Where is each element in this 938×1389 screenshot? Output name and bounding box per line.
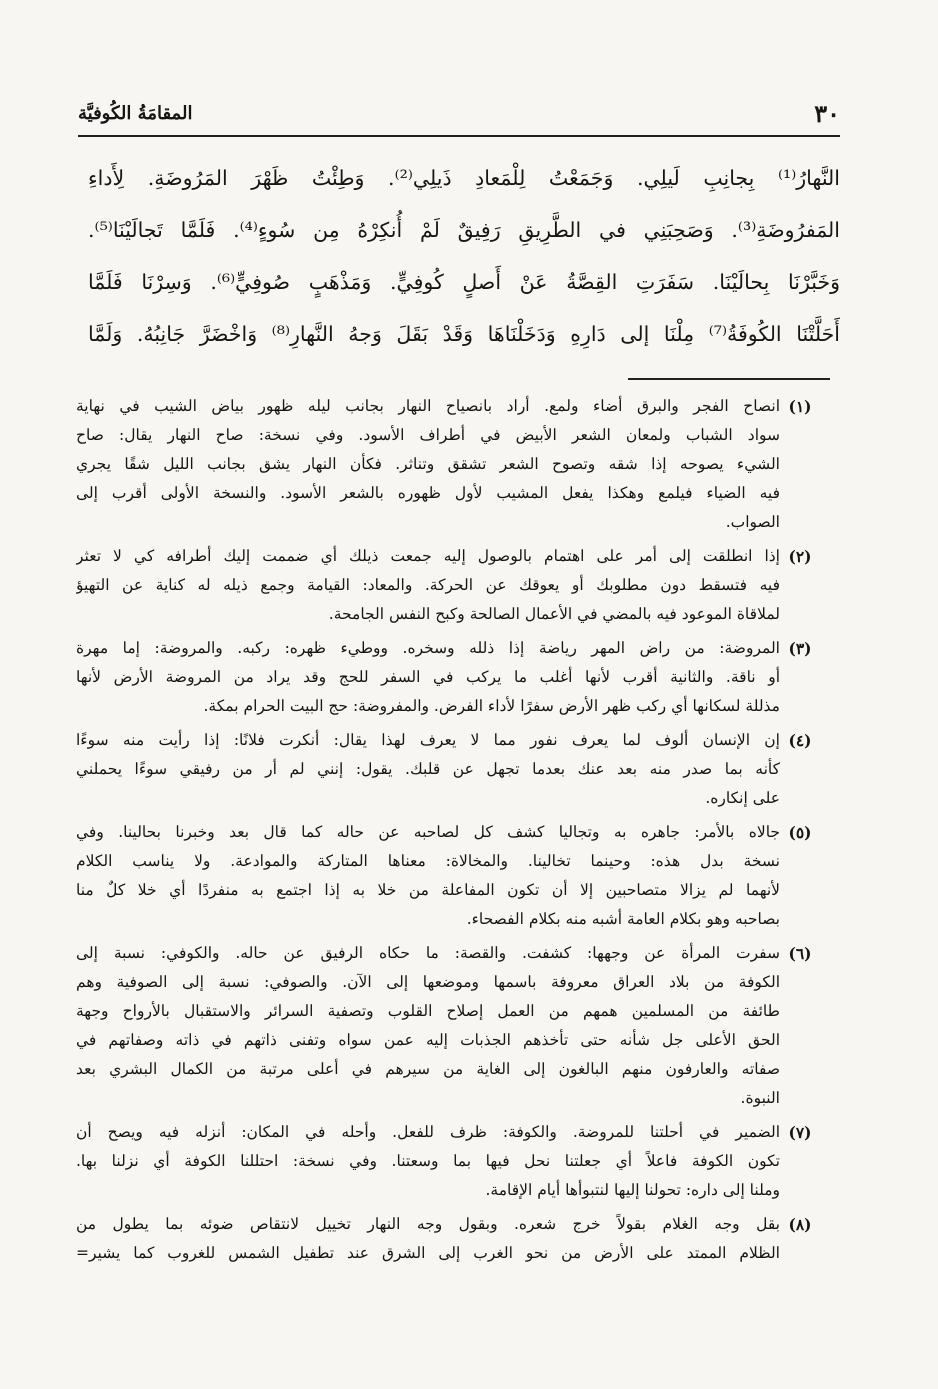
footnote-number: (٨)	[788, 1215, 812, 1234]
footnote-line: أو ناقة. والثانية أقرب لأنها أغلب ما يركب في السفر للحج وقد يراد من المروضة الأرض لأنها	[76, 668, 780, 686]
main-text	[88, 152, 840, 360]
footnote-number: (٦)	[788, 944, 812, 963]
footnote-line: على إنكاره.	[705, 789, 780, 807]
footnote-line: لأنهما لم يزالا متصاحبين إلا أن تكون المفاعلة من خلا به إذا اجتمع به منفردًا أي خلا كلٌ منا	[76, 881, 780, 899]
running-title: المقامَةُ الكُوفيَّة	[78, 102, 193, 124]
main-text-line: وَخَبَّرْنَا بِحالَيْنَا. سَفَرَتِ القِصَّةُ عَنْ أَصلٍ كُوفِيٍّ. وَمَذْهَبٍ صُوفِيٍّ⁽⁶⁾. وَسِرْنَا فَلَمَّا	[88, 270, 840, 294]
footnote	[76, 542, 820, 629]
footnote-number: (٣)	[788, 639, 812, 658]
footnote-line: الكوفة من بلاد العراق معروفة باسمها وموضعها إلى الآن. والصوفي: نسبة إلى الصوفية وهم	[76, 973, 780, 991]
footnote-line: بقل وجه الغلام بقولاً خرج شعره. وبقول وجه النهار تخييل لانتقاص ضوئه بما يطول من	[76, 1215, 780, 1233]
footnote	[76, 1118, 820, 1205]
footnote	[76, 392, 820, 537]
footnote-line: المروضة: من راض المهر رياضة إذا ذلله وسخره. ووطيء ظهره: ركبه. والمروضة: إما مهرة	[76, 639, 780, 657]
footnote-line: كأنه بما صدر منه بعد عنك بعدما تجهل عن قلبك. يقول: إنني لم أر من رفيقي سوءًا يحملني	[76, 760, 780, 778]
footnote-number: (١)	[788, 397, 812, 416]
footnote-line: فيه الضياء فيلمع وهكذا يفعل المشيب لأول ظهوره بالشعر الأسود. والنسخة الأولى أقرب إلى	[76, 484, 780, 502]
footnotes	[76, 392, 820, 1268]
footnote-line: النبوة.	[740, 1089, 780, 1107]
footnote-line: تكون الكوفة فاعلاً أي جعلتنا نحل فيها بما وسعتنا. وفي نسخة: احتللنا الكوفة أي نزلنا بها.	[76, 1152, 780, 1170]
footnote-line: إن الإنسان ألوف لما يعرف نفور مما لا يعرف لهذا يقال: أنكرت فلانًا: إذا رأيت منه سوءًا	[76, 731, 780, 749]
page-header	[78, 96, 840, 130]
footnote	[76, 634, 820, 721]
footnote	[76, 1210, 820, 1268]
footnote-line: وملنا إلى داره: تحولنا إليها لنتبوأها أيام الإقامة.	[485, 1181, 780, 1199]
footnote-line: سفرت المرأة عن وجهها: كشفت. والقصة: ما حكاه الرفيق عن حاله. والكوفي: نسبة إلى	[76, 944, 780, 962]
page-number: ٣٠	[814, 98, 840, 128]
footnote-line: الصواب.	[725, 513, 780, 531]
footnote-line: طائفة من المسلمين همهم من العمل إصلاح القلوب وتصفية السرائر والاستقبال بالأرواح وجهة	[76, 1002, 780, 1020]
footnote-line: إذا انطلقت إلى أمر على اهتمام بالوصول إليه جمعت ذيلك أي ضممت إليك أطرافه كي لا تعثر	[76, 547, 780, 565]
footnote-line: فيه فتسقط دون مطلوبك أو يعوقك عن الحركة. والمعاد: القيامة وجمع ذيله له كناية عن التهيؤ	[76, 576, 780, 594]
footnote-line: جالاه بالأمر: جاهره به وتجاليا كشف كل لصاحبه عن حاله كما قال بعد وخبرنا بحالينا. وفي	[76, 823, 780, 841]
footnote-number: (٧)	[788, 1123, 812, 1142]
header-rule	[78, 135, 840, 137]
footnote-line: الضمير في أحلتنا للمروضة. والكوفة: ظرف للفعل. وأحله في المكان: أنزله فيه ويصح أن	[76, 1123, 780, 1141]
footnote	[76, 818, 820, 934]
footnote-line: بصاحبه وهو بكلام العامة أشبه منه بكلام الفصحاء.	[466, 910, 780, 928]
footnote-number: (٤)	[788, 731, 812, 750]
footnote-line: الشيء يصوحه إذا شقه وتصوح الشعر تشقق وتناثر. فكأن النهار يشق بجانب الليل شقًا يجري	[76, 455, 780, 473]
footnote	[76, 726, 820, 813]
footnote-line: انصاح الفجر والبرق أضاء ولمع. أراد بانصياح النهار بجانب ليله ظهور بياض الشيب في نهاية	[76, 397, 780, 415]
main-text-line: أَحَلَّتْنَا الكُوفَةُ⁽⁷⁾ مِلْنَا إلى دَارِهِ وَدَخَلْنَاهَا وَقَدْ بَقَلَ وَجهُ النَّهارِ⁽⁸⁾ وَاخْضَرَّ جَانِبُهُ. وَلَمَّا	[88, 322, 840, 346]
main-text-line: المَفرُوضَةِ⁽³⁾. وَصَحِبَنِي في الطَّرِيقِ رَفِيقٌ لَمْ أُنكِرْهُ مِن سُوءٍ⁽⁴⁾. فَلَمَّا تَجالَيْنَا⁽⁵⁾.	[88, 218, 840, 242]
footnote-separator	[628, 378, 830, 380]
footnote-line: الحق الأعلى جل شأنه حتى تأخذهم الجذبات إليه عمن سواه وتفنى ذاتهم في ذاته وصفاتهم في	[76, 1031, 780, 1049]
footnote-line: الظلام الممتد على الأرض من نحو الغرب إلى الشرق عند تطفيل الشمس للغروب كما يشير=	[76, 1244, 780, 1262]
footnote-line: مذللة لسكانها أي ركب ظهر الأرض سفرًا لأداء الفرض. والمفروضة: حج البيت الحرام بمكة.	[203, 697, 780, 715]
footnote-line: نسخة بدل هذه: وحينما تخالينا. والمخالاة: معناها المتاركة والموادعة. ولا يناسب الكلام	[76, 852, 780, 870]
footnote-line: صفاته والعارفون منهم البالغون إلى الغاية من سيرهم في أعلى مرتبة من الكمال البشري بعد	[76, 1060, 780, 1078]
footnote-line: سواد الشباب ولمعان الشعر الأبيض في أطراف الأسود. وفي نسخة: صاح النهار يقال: صاح	[76, 426, 780, 444]
footnote-number: (٢)	[788, 547, 812, 566]
footnote-line: لملاقاة الموعود فيه بالمضي في الأعمال الصالحة وكبح النفس الجامحة.	[328, 605, 780, 623]
footnote	[76, 939, 820, 1113]
main-text-line: النَّهارُ⁽¹⁾ بِجانِبِ لَيلِي. وَجَمَعْتُ لِلْمَعادِ ذَيلِي⁽²⁾. وَطِئْتُ ظَهْرَ المَرُوضَةِ. لِأَداءِ	[88, 166, 840, 190]
footnote-number: (٥)	[788, 823, 812, 842]
